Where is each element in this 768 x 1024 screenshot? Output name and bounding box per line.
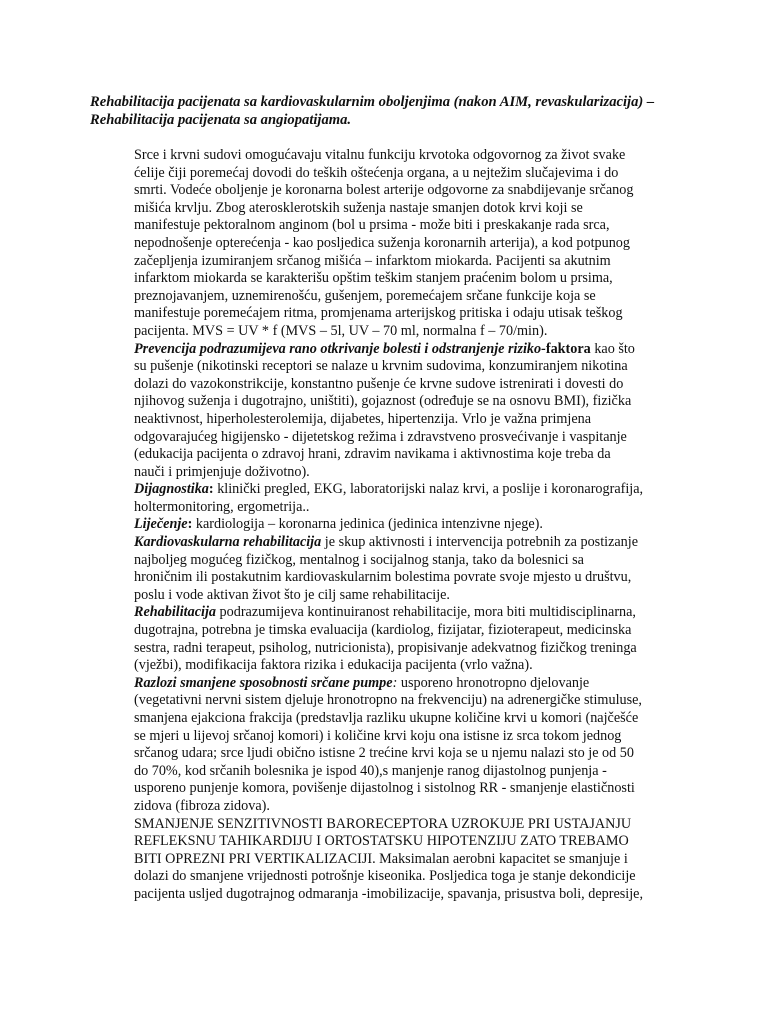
text-line: zidova (fibroza zidova). xyxy=(134,797,270,814)
text-line: BITI OPREZNI PRI VERTIKALIZACIJI. Maksimalan aerobni kapacitet se smanjuje i xyxy=(134,850,628,867)
text-line: (edukacija pacijenta o zdravoj hrani, zdravim navikama i aktivnostima koje treba da xyxy=(134,446,611,463)
text-run: kao što xyxy=(590,340,635,357)
text-line: srčanog udara; srce ljudi obično istisne 2 trećine krvi koja se u njemu nalazi sto je od 50 xyxy=(134,745,634,762)
text-line xyxy=(134,481,694,499)
text-line: dugotrajna, potrebna je timska evaluacija (kardiolog, fizijatar, fizioterapeut, medicinska xyxy=(134,622,632,639)
text-line xyxy=(134,341,694,359)
dijagnostika-paragraph xyxy=(134,481,694,516)
text-line: su pušenje (nikotinski receptori se nalaze u krvnim sudovima, konzumiranjem nikotina xyxy=(134,358,628,375)
text-line: začepljenja izumiranjem srčanog mišića – infarktom miokarda. Pacijenti sa akutnim xyxy=(134,252,611,269)
text-line: sestra, radni terapeut, psiholog, nutricionista), propisivanje adekvatnog fizičkog treninga xyxy=(134,639,637,656)
text-line: SMANJENJE SENZITIVNOSTI BARORECEPTORA UZROKUJE PRI USTAJANJU xyxy=(134,815,632,832)
document-body xyxy=(134,147,694,904)
text-line: manifestuje poremećajem ritma, promjenama arterijskog pritiska i odaju utisak teškog xyxy=(134,305,623,322)
text-line: njihovog suženja i dugotrajno, uništiti), gojaznost (određuje se na osnovu BMI), fizička xyxy=(134,393,632,410)
heading-colon: : xyxy=(208,481,214,498)
text-line: do 70%, kod srčanih bolesnika je ispod 40),s manjenje ranog dijastolnog punjenja - xyxy=(134,762,607,779)
text-line: manifestuje pektoralnom anginom (bol u prsima - može biti i preskakanje rada srca, xyxy=(134,217,610,234)
title-line: Rehabilitacija pacijenata sa angiopatijama. xyxy=(90,112,352,128)
text-line: Srce i krvni sudovi omogućavaju vitalnu funkciju krvotoka odgovornog za život svake xyxy=(134,147,626,163)
razlozi-heading: Razlozi smanjene sposobnosti srčane pumpe xyxy=(134,674,393,691)
text-run: je skup aktivnosti i intervencija potrebnih za postizanje xyxy=(321,534,639,551)
rehabilitacija-heading: Rehabilitacija xyxy=(134,604,216,621)
text-line xyxy=(134,534,694,552)
lijecenje-paragraph xyxy=(134,516,694,534)
text-line: (vegetativni nervni sistem djeluje hronotropno na frekvenciju) na adrenergičke stimuluse, xyxy=(134,692,642,709)
text-line: nepodnošenje opterećenja - kao posljedica suženja koronarnih arterija), a kod potpunog xyxy=(134,234,630,251)
lijecenje-heading: Liječenje xyxy=(134,516,188,533)
text-line: dolazi do smanjene vrijednosti potrošnje kiseonika. Posljedica toga je stanje dekondicije xyxy=(134,868,636,885)
prevencija-paragraph xyxy=(134,341,694,482)
text-line: hroničnim ili postakutnim kardiovaskularnim bolestima povrate svoje mjesto u društvu, xyxy=(134,569,632,586)
kardiovaskularna-heading: Kardiovaskularna rehabilitacija xyxy=(134,534,322,551)
text-run: klinički pregled, EKG, laboratorijski nalaz krvi, a poslije i koronarografija, xyxy=(213,481,644,498)
text-line: mišića krvlju. Zbog aterosklerotskih suženja nastaje smanjen dotok krvi koji se xyxy=(134,199,583,216)
text-line: nauči i primjenjuje doživotno). xyxy=(134,463,310,480)
intro-paragraph xyxy=(134,147,694,341)
text-run: kardiologija – koronarna jedinica (jedinica intenzivne njege). xyxy=(192,516,543,533)
rehabilitacija-paragraph xyxy=(134,604,694,674)
text-line: neaktivnost, hiperholesterolemija, dijabetes, hipertenzija. Vrlo je važna primjena xyxy=(134,410,592,427)
text-line: poslu i vode aktivan život što je cilj same rehabilitacije. xyxy=(134,586,450,603)
title-line: Rehabilitacija pacijenata sa kardiovaskularnim oboljenjima (nakon AIM, revaskularizacija) – xyxy=(90,94,655,110)
text-line: se mjeri u lijevoj srčanoj komori) i količine krvi koju ona istisne iz srca tokom jednog xyxy=(134,727,622,744)
text-line xyxy=(134,604,694,622)
text-run: usporeno hronotropno djelovanje xyxy=(397,674,590,691)
text-line: najboljeg mogućeg fizičkog, mentalnog i socijalnog stanja, tako da bolesnici sa xyxy=(134,551,584,568)
text-line: smrti. Vodeće oboljenje je koronarna bolest arterije odgovorne za snabdijevanje srčanog xyxy=(134,182,634,199)
prevencija-heading: Prevencija podrazumijeva rano otkrivanje bolesti i odstranjenje riziko- xyxy=(134,340,546,357)
text-line: preznojavanjem, uznemirenošću, gušenjem, poremećajem srčane funkcije koja se xyxy=(134,287,596,304)
text-line xyxy=(134,675,694,693)
text-line: smanjena ejakciona frakcija (predstavlja razliku ukupne količine krvi u komori (najčešće xyxy=(134,710,639,726)
text-line: infarktom miokarda se karakterišu opštim teškim stanjem praćenim bolom u prsima, xyxy=(134,270,613,287)
dijagnostika-heading: Dijagnostika xyxy=(134,481,209,498)
text-line: REFLEKSNU TAHIKARDIJU I ORTOSTATSKU HIPOTENZIJU ZATO TREBAMO xyxy=(134,833,629,850)
text-line: dolazi do vazokonstrikcije, konstantno pušenje će krvne sudove istrenirati i dovesti do xyxy=(134,375,624,392)
text-line: odgovarajućeg higijensko - dijetetskog režima i zdravstveno prosvećivanje i vaspitanje xyxy=(134,428,627,445)
heading-colon: : xyxy=(392,674,398,691)
prevencija-heading-bold: faktora xyxy=(545,340,591,357)
text-run: podrazumijeva kontinuiranost rehabilitacije, mora biti multidisciplinarna, xyxy=(215,604,636,621)
razlozi-paragraph xyxy=(134,675,694,816)
text-line: usporeno punjenje komora, povišenje dijastolnog i sistolnog RR - smanjenje elastičnosti xyxy=(134,780,635,797)
text-line xyxy=(134,516,694,534)
text-line: pacijenta. MVS = UV * f (MVS – 5l, UV – 70 ml, normalna f – 70/min). xyxy=(134,322,548,339)
text-line: (vježbi), modifikacija faktora rizika i edukacija pacijenta (vrlo važna). xyxy=(134,657,533,674)
closing-paragraph xyxy=(134,816,694,904)
text-line: holtermonitoring, ergometrija.. xyxy=(134,498,310,515)
heading-colon: : xyxy=(187,516,193,533)
kardiovaskularna-paragraph xyxy=(134,534,694,604)
document-title xyxy=(90,93,690,129)
text-line: ćelije čiji poremećaj dovodi do teških oštećenja organa, a u nejtežim slučajevima i do xyxy=(134,164,619,181)
text-line: pacijenta usljed dugotrajnog odmaranja -imobilizacije, spavanja, prisustva boli, depresije, xyxy=(134,885,644,902)
